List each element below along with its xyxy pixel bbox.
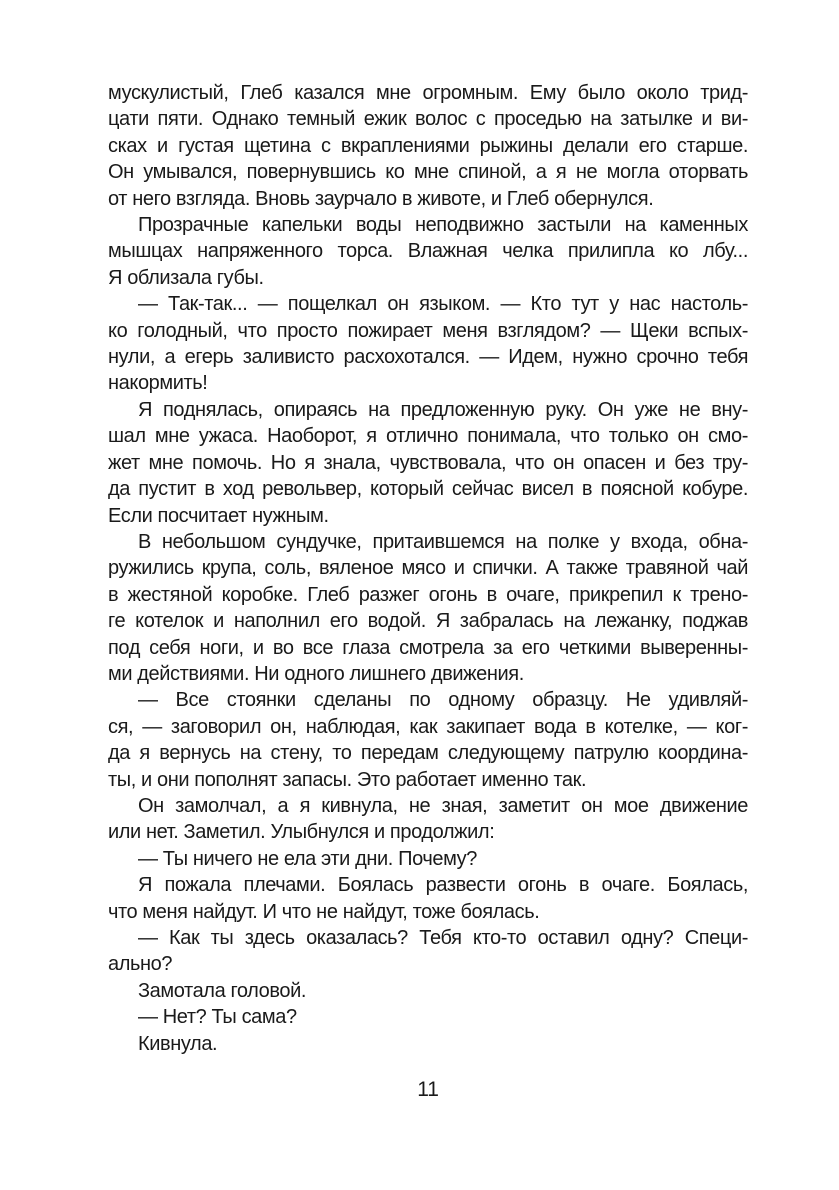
text-line: ге котелок и наполнил его водой. Я забралась на лежанку, поджав bbox=[108, 610, 748, 633]
page-number: 11 bbox=[417, 1078, 439, 1101]
paragraph bbox=[108, 925, 748, 978]
text-line: — Все стоянки сделаны по одному образцу. Не удивляй- bbox=[138, 689, 748, 712]
text-line: да пустит в ход револьвер, который сейчас висел в поясной кобуре. bbox=[108, 478, 748, 501]
text-line: мышцах напряженного торса. Влажная челка прилипла ко лбу... bbox=[108, 240, 748, 263]
text-line: под себя ноги, и во все глаза смотрела за его четкими выверенны- bbox=[108, 636, 748, 659]
text-line: ружились крупа, соль, вяленое мясо и спички. А также травяной чай bbox=[108, 557, 748, 580]
paragraph bbox=[108, 846, 748, 872]
text-line: нули, а егерь заливисто расхохотался. — Идем, нужно срочно тебя bbox=[108, 346, 748, 369]
text-line: жет мне помочь. Но я знала, чувствовала, что он опасен и без тру- bbox=[108, 451, 748, 474]
text-line: ми действиями. Ни одного лишнего движения. bbox=[108, 662, 524, 685]
paragraph bbox=[108, 397, 748, 529]
text-line: — Как ты здесь оказалась? Тебя кто-то оставил одну? Специ- bbox=[138, 927, 748, 949]
text-line: ально? bbox=[108, 953, 173, 976]
text-line: ко голодный, что просто пожирает меня взглядом? — Щеки вспых- bbox=[108, 319, 748, 342]
text-line: Я пожала плечами. Боялась развести огонь в очаге. Боялась, bbox=[138, 874, 748, 897]
paragraph bbox=[108, 291, 748, 397]
text-line: Он умывался, повернувшись ко мне спиной, а я не могла оторвать bbox=[108, 161, 748, 184]
text-line: накормить! bbox=[108, 372, 208, 395]
text-line: Я поднялась, опираясь на предложенную руку. Он уже не вну- bbox=[138, 398, 748, 421]
text-line: Замотала головой. bbox=[138, 979, 307, 1002]
text-line: от него взгляда. Вновь заурчало в животе, и Глеб обернулся. bbox=[108, 187, 654, 210]
paragraph bbox=[108, 872, 748, 925]
paragraph bbox=[108, 212, 748, 291]
paragraph bbox=[108, 1031, 748, 1057]
text-line: — Так-так... — пощелкал он языком. — Кто тут у нас настоль- bbox=[138, 293, 748, 316]
paragraph bbox=[108, 793, 748, 846]
text-line: ся, — заговорил он, наблюдая, как закипает вода в котелке, — ког- bbox=[108, 715, 748, 738]
paragraph bbox=[108, 978, 748, 1004]
text-line: Я облизала губы. bbox=[108, 266, 264, 289]
text-line: Он замолчал, а я кивнула, не зная, заметит он мое движение bbox=[138, 794, 748, 817]
text-line: мускулистый, Глеб казался мне огромным. Ему было около трид- bbox=[108, 82, 748, 104]
paragraph bbox=[108, 687, 748, 793]
paragraph bbox=[108, 529, 748, 687]
text-line: что меня найдут. И что не найдут, тоже боялась. bbox=[108, 900, 540, 923]
text-line: Прозрачные капельки воды неподвижно застыли на каменных bbox=[138, 214, 748, 237]
text-block bbox=[108, 80, 748, 1057]
text-line: в жестяной коробке. Глеб разжег огонь в очаге, прикрепил к трено- bbox=[108, 583, 748, 606]
text-line: или нет. Заметил. Улыбнулся и продолжил: bbox=[108, 821, 495, 844]
text-line: — Ты ничего не ела эти дни. Почему? bbox=[138, 847, 478, 870]
text-line: ты, и они пополнят запасы. Это работает именно так. bbox=[108, 768, 587, 791]
text-line: — Нет? Ты сама? bbox=[138, 1006, 297, 1029]
text-line: Если посчитает нужным. bbox=[108, 504, 329, 527]
text-line: шал мне ужаса. Наоборот, я отлично понимала, что только он смо- bbox=[108, 425, 748, 448]
text-line: сках и густая щетина с вкраплениями рыжины делали его старше. bbox=[108, 134, 748, 157]
paragraph bbox=[108, 1004, 748, 1030]
paragraph bbox=[108, 80, 748, 212]
text-line: цати пяти. Однако темный ежик волос с проседью на затылке и ви- bbox=[108, 108, 748, 131]
text-line: да я вернусь на стену, то передам следующему патрулю координа- bbox=[108, 742, 748, 765]
text-line: Кивнула. bbox=[138, 1032, 218, 1055]
text-line: В небольшом сундучке, притаившемся на полке у входа, обна- bbox=[138, 530, 748, 553]
